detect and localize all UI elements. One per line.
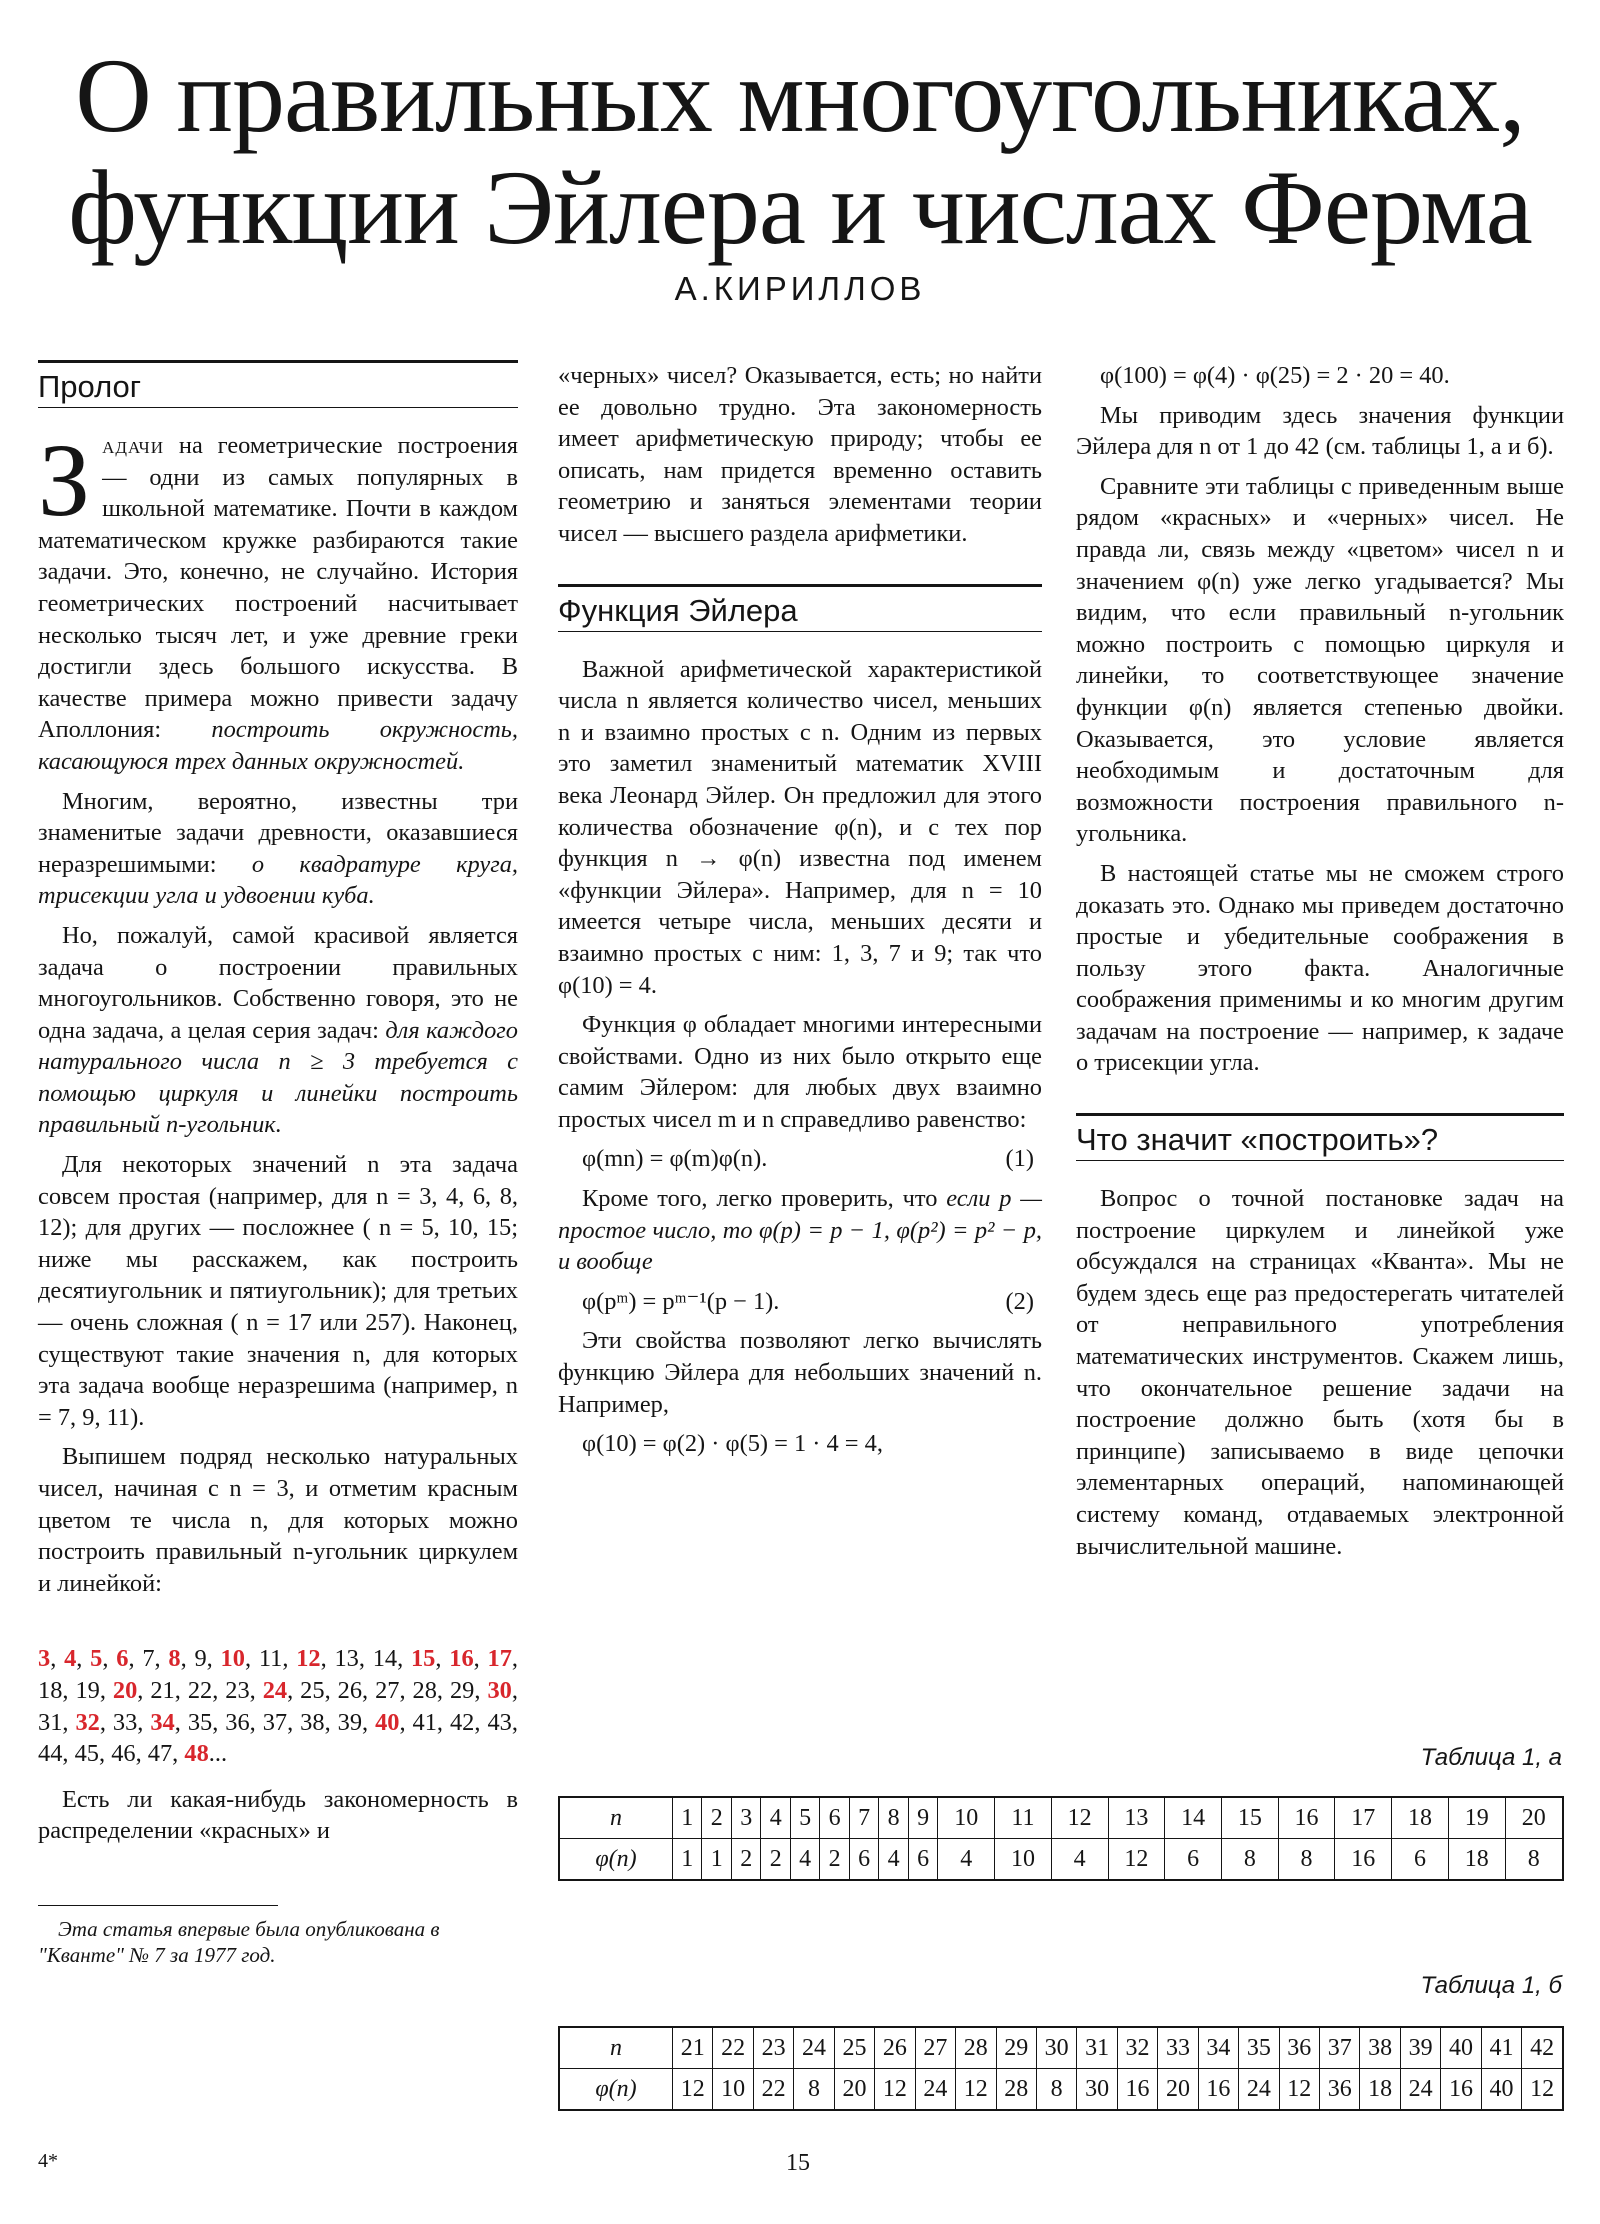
paragraph-question: Есть ли какая-нибудь закономерность в распределении «красных» и <box>38 1785 518 1845</box>
table-a-header-phi: φ(n) <box>559 1839 673 1881</box>
table-cell-phi: 12 <box>1279 2069 1319 2111</box>
table-cell-n: 25 <box>834 2027 874 2069</box>
number-item: 13 <box>334 1645 359 1673</box>
table-cell-n: 15 <box>1221 1797 1278 1839</box>
table-a-row-phi <box>559 1839 1563 1881</box>
table-cell-n: 34 <box>1198 2027 1238 2069</box>
table-cell-phi: 12 <box>956 2069 996 2111</box>
table-cell-phi: 8 <box>794 2069 834 2111</box>
lead-caps: адачи <box>102 432 165 459</box>
paragraph-continuation: «черных» чисел? Оказывается, есть; но найти ее довольно трудно. Эта закономерность имеет арифметическую природу; чтобы ее описать, нам придется временно оставить геометрию и заняться элементами теории чисел — высшего раздела арифметики. <box>558 362 1042 547</box>
number-item: 14 <box>372 1645 398 1673</box>
table-cell-phi: 16 <box>1198 2069 1238 2111</box>
table-cell-n: 8 <box>879 1797 908 1839</box>
polygons-statement: для каждого натурального числа n ≥ 3 требуется с помощью циркуля и линейки построить правильный n-угольник. <box>38 1016 519 1139</box>
classic-problems-text: Многим, вероятно, известны три знаменитые задачи древности, оказавшиеся неразрешимыми: <box>38 787 518 878</box>
paragraph-multiplicative: Функция φ обладает многими интересными свойствами. Одно из них было открыто еще самим Эйлером: для любых двух взаимно простых чисел m и n справедливо равенство: <box>558 1011 1042 1133</box>
column-3 <box>1076 360 1564 1570</box>
table-cell-phi: 6 <box>908 1839 937 1881</box>
number-item: 16 <box>449 1645 474 1673</box>
table-cell-phi: 36 <box>1320 2069 1360 2111</box>
table-cell-phi: 1 <box>702 1839 731 1881</box>
table-cell-n: 4 <box>761 1797 790 1839</box>
number-item: 6 <box>116 1645 129 1673</box>
formula-1 <box>558 1143 1042 1175</box>
table-cell-phi: 16 <box>1441 2069 1481 2111</box>
paragraph-proof-note: В настоящей статье мы не сможем строго доказать это. Однако мы приведем достаточно простые и убедительные соображения в пользу этого факта. Аналогичные соображения применимы и ко многим другим задачам на построение — например, к задаче о трисекции угла. <box>1076 859 1564 1077</box>
table-cell-n: 41 <box>1481 2027 1521 2069</box>
table-cell-n: 21 <box>673 2027 713 2069</box>
table-cell-n: 42 <box>1522 2027 1563 2069</box>
number-item: 9 <box>194 1645 207 1673</box>
red-black-number-list: 3, 4, 5, 6, 7, 8, 9, 10, 11, 12, 13, 14, 15, 16, 17, 18, 19, 20, 21, 22, 23, 24, 25, 26, 27, 28, 29, 30, 31, 32, 33, 34, 35, 36, 37, 38, 39, 40, 41, 42, 43, 44, 45, 46, 47, 48... <box>38 1645 519 1768</box>
formula-1-number: (1) <box>1005 1145 1034 1173</box>
table-cell-phi: 2 <box>761 1839 790 1881</box>
table-cell-phi: 4 <box>790 1839 819 1881</box>
table-cell-n: 22 <box>713 2027 753 2069</box>
number-item: 7 <box>142 1645 155 1673</box>
table-cell-n: 6 <box>820 1797 849 1839</box>
table-cell-phi: 10 <box>995 1839 1052 1881</box>
formula-1-text: φ(mn) = φ(m)φ(n). <box>582 1145 768 1173</box>
number-item: 42 <box>449 1708 475 1736</box>
paragraph-compare: Сравните эти таблицы с приведенным выше рядом «красных» и «черных» чисел. Не правда ли, связь между «цветом» чисел n и значением φ(n) уже легко угадывается? Мы видим, что если правильный n-угольник можно построить с помощью циркуля и линейки, то соответствующее значение функции φ(n) является степенью двойки. Оказывается, это условие является необходимым и достаточным для возможности построения правильного n-угольника. <box>1076 472 1564 848</box>
author-byline: А.КИРИЛЛОВ <box>674 270 926 307</box>
table-cell-phi: 16 <box>1117 2069 1157 2111</box>
number-item: 28 <box>412 1676 437 1704</box>
column-1 <box>38 360 518 1968</box>
number-item: 24 <box>262 1676 288 1704</box>
number-item: 27 <box>375 1676 400 1704</box>
apollonius-problem: построить окружность, касающуюся трех данных окружностей. <box>38 716 519 775</box>
number-item: 30 <box>487 1676 512 1704</box>
number-item: 5 <box>90 1645 103 1673</box>
number-item: 4 <box>64 1645 77 1673</box>
table-cell-n: 24 <box>794 2027 834 2069</box>
table-cell-phi: 4 <box>938 1839 995 1881</box>
table-cell-phi: 8 <box>1505 1839 1563 1881</box>
paragraph-number-intro: Выпишем подряд несколько натуральных чисел, начиная с n = 3, и отметим красным цветом те числа n, для которых можно построить правильный n-угольник циркулем и линейкой: <box>38 1443 518 1597</box>
number-item: 46 <box>111 1740 136 1768</box>
number-item: 21 <box>150 1676 175 1704</box>
table-cell-phi: 4 <box>1051 1839 1108 1881</box>
table-cell-phi: 8 <box>1278 1839 1335 1881</box>
title-line-2: функции Эйлера и числах Ферма <box>68 149 1532 266</box>
number-item: 33 <box>112 1708 138 1736</box>
number-item: 17 <box>487 1645 512 1673</box>
paragraph-prime <box>558 1183 1042 1278</box>
prime-italic: если p — простое число, то <box>558 1185 1042 1244</box>
table-cell-n: 16 <box>1278 1797 1335 1839</box>
number-item: 8 <box>168 1645 181 1673</box>
table-cell-phi: 30 <box>1077 2069 1117 2111</box>
polygons-text: Но, пожалуй, самой красивой является задача о построении правильных многоугольников. Собственно говоря, это не одна задача, а целая серия задач: <box>38 921 518 1044</box>
table-cell-phi: 16 <box>1335 1839 1392 1881</box>
classic-problems-list: о квадратуре круга, трисекции угла и удвоении куба. <box>38 850 519 910</box>
paragraph-properties: Эти свойства позволяют легко вычислять функцию Эйлера для небольших значений n. Например, <box>558 1327 1042 1418</box>
table-cell-phi: 18 <box>1448 1839 1505 1881</box>
number-item: 43 <box>487 1708 512 1736</box>
table-cell-n: 35 <box>1239 2027 1279 2069</box>
number-item: 11 <box>258 1645 283 1673</box>
number-item: 38 <box>300 1708 325 1736</box>
number-item: 12 <box>296 1645 321 1673</box>
paragraph-classic-problems <box>38 786 518 912</box>
table-cell-phi: 4 <box>879 1839 908 1881</box>
footnote-rule <box>38 1905 278 1906</box>
number-item: 37 <box>262 1708 288 1736</box>
section-heading-construct: Что значит «построить»? <box>1076 1113 1564 1161</box>
number-item: 34 <box>150 1708 175 1736</box>
prime-text: Кроме того, легко проверить, что <box>582 1185 947 1213</box>
number-item: 22 <box>187 1676 213 1704</box>
table-cell-n: 28 <box>956 2027 996 2069</box>
table-cell-n: 27 <box>915 2027 955 2069</box>
table-cell-n: 31 <box>1077 2027 1117 2069</box>
number-item: 3 <box>38 1645 51 1673</box>
number-item: 40 <box>375 1708 400 1736</box>
table-a <box>558 1796 1564 1881</box>
table-cell-phi: 24 <box>1400 2069 1440 2111</box>
title-line-1: О правильных многоугольниках, <box>75 37 1525 154</box>
number-item: 26 <box>337 1676 363 1704</box>
table-cell-n: 17 <box>1335 1797 1392 1839</box>
table-cell-n: 20 <box>1505 1797 1563 1839</box>
table-b-row-phi <box>559 2069 1563 2111</box>
table-cell-n: 30 <box>1036 2027 1076 2069</box>
table-b-header-phi: φ(n) <box>559 2069 673 2111</box>
table-cell-phi: 20 <box>834 2069 874 2111</box>
paragraph-euler-definition: Важной арифметической характеристикой числа n является количество чисел, меньших n и взаимно простых с n. Одним из первых это заметил знаменитый математик XVIII века Леонард Эйлер. Он предложил для этого количества обозначение φ(n), и с тех пор функция n → φ(n) известна под именем «функции Эйлера». Например, для n = 10 имеется четыре числа, меньших десяти и взаимно простых с ним: 1, 3, 7 и 9; так что φ(10) = 4. <box>558 655 1042 999</box>
table-cell-n: 1 <box>673 1797 702 1839</box>
table-cell-n: 23 <box>753 2027 793 2069</box>
formula-phi-100: φ(100) = φ(4) · φ(25) = 2 · 20 = 40. <box>1100 362 1450 389</box>
table-cell-n: 37 <box>1320 2027 1360 2069</box>
number-item: 45 <box>74 1740 99 1768</box>
table-cell-n: 40 <box>1441 2027 1481 2069</box>
number-item: 31 <box>38 1708 63 1736</box>
number-item: 47 <box>147 1740 173 1768</box>
table-cell-n: 11 <box>995 1797 1052 1839</box>
number-item: 19 <box>75 1676 100 1704</box>
table-cell-n: 7 <box>849 1797 878 1839</box>
footnote: Эта статья впервые была опубликована в "Кванте" № 7 за 1977 год. <box>38 1916 440 1967</box>
table-cell-n: 12 <box>1051 1797 1108 1839</box>
table-cell-phi: 6 <box>1165 1839 1222 1881</box>
table-cell-n: 29 <box>996 2027 1036 2069</box>
table-cell-phi: 24 <box>1239 2069 1279 2111</box>
table-cell-n: 18 <box>1392 1797 1449 1839</box>
table-a-caption: Таблица 1, а <box>1420 1744 1562 1771</box>
article-title <box>0 37 1600 266</box>
table-cell-phi: 10 <box>713 2069 753 2111</box>
table-cell-n: 33 <box>1158 2027 1198 2069</box>
table-cell-phi: 6 <box>849 1839 878 1881</box>
table-cell-phi: 8 <box>1221 1839 1278 1881</box>
table-cell-n: 26 <box>875 2027 915 2069</box>
column-2 <box>558 360 1042 1468</box>
intro-text: на геометрические построения — одни из самых популярных в школьной математике. Почти в каждом математическом кружке разбираются такие задачи. Это, конечно, не случайно. История геометрических построений насчитывает несколько тысяч лет, и уже древние греки достигли здесь большого искусства. В качестве примера можно привести задачу Аполлония: <box>38 432 518 744</box>
number-item: 32 <box>75 1708 100 1736</box>
number-item: 18 <box>38 1676 63 1704</box>
number-item: 15 <box>410 1645 436 1673</box>
formula-2-number: (2) <box>1005 1287 1034 1315</box>
table-cell-n: 36 <box>1279 2027 1319 2069</box>
table-cell-phi: 6 <box>1392 1839 1449 1881</box>
number-item: 35 <box>187 1708 213 1736</box>
table-cell-phi: 12 <box>1522 2069 1563 2111</box>
table-cell-phi: 12 <box>673 2069 713 2111</box>
table-b-header-n: n <box>559 2027 673 2069</box>
table-cell-phi: 24 <box>915 2069 955 2111</box>
number-item: 36 <box>225 1708 250 1736</box>
formula-2 <box>558 1286 1042 1318</box>
table-cell-n: 3 <box>731 1797 760 1839</box>
number-item: 20 <box>112 1676 138 1704</box>
paragraph-intro <box>38 423 519 778</box>
table-a-row-n <box>559 1797 1563 1839</box>
page-number: 15 <box>786 2150 810 2176</box>
paragraph-examples: Для некоторых значений n эта задача совсем простая (например, для n = 3, 4, 6, 8, 12); для других — посложнее ( n = 5, 10, 15; ниже мы расскажем, как построить десятиугольник и пятиугольник); для третьих — очень сложная ( n = 17 или 257). Наконец, существуют такие значения n, для которых эта задача вообще неразрешима (например, n = 7, 9, 11). <box>38 1151 518 1431</box>
table-b-row-n <box>559 2027 1563 2069</box>
table-cell-phi: 28 <box>996 2069 1036 2111</box>
prime-formula: φ(p) = p − 1, φ(p²) = p² − p, и вообще <box>558 1216 1042 1276</box>
drop-cap: З <box>38 423 91 538</box>
table-cell-phi: 12 <box>1108 1839 1165 1881</box>
section-heading-euler: Функция Эйлера <box>558 584 1042 632</box>
table-cell-phi: 12 <box>875 2069 915 2111</box>
paragraph-tables-ref: Мы приводим здесь значения функции Эйлера для n от 1 до 42 (см. таблицы 1, а и б). <box>1076 401 1564 461</box>
table-cell-n: 10 <box>938 1797 995 1839</box>
number-item: 44 <box>38 1740 63 1768</box>
formula-phi-10: φ(10) = φ(2) · φ(5) = 1 · 4 = 4, <box>582 1430 883 1458</box>
table-cell-n: 14 <box>1165 1797 1222 1839</box>
page-mark: 4* <box>38 2150 58 2172</box>
table-a-header-n: n <box>559 1797 673 1839</box>
section-heading-prologue: Пролог <box>38 360 518 408</box>
table-cell-phi: 18 <box>1360 2069 1400 2111</box>
table-cell-phi: 22 <box>753 2069 793 2111</box>
table-cell-n: 9 <box>908 1797 937 1839</box>
table-cell-phi: 8 <box>1036 2069 1076 2111</box>
table-cell-phi: 2 <box>820 1839 849 1881</box>
table-cell-n: 19 <box>1448 1797 1505 1839</box>
paragraph-construct: Вопрос о точной постановке задач на построение циркулем и линейкой уже обсуждался на страницах «Кванта». Мы не будем здесь еще раз предостерегать читателей от неправильного употребления математических инструментов. Скажем лишь, что окончательное решение задачи на построение должно быть (хотя бы в принципе) записываемо в виде цепочки элементарных операций, напоминающей систему команд, отдаваемых электронной вычислительной машине. <box>1076 1185 1564 1560</box>
number-item: 41 <box>412 1708 437 1736</box>
table-cell-n: 13 <box>1108 1797 1165 1839</box>
table-cell-n: 39 <box>1400 2027 1440 2069</box>
number-item: 48 <box>184 1740 209 1768</box>
table-cell-phi: 20 <box>1158 2069 1198 2111</box>
table-cell-n: 5 <box>790 1797 819 1839</box>
table-b <box>558 2026 1564 2111</box>
table-cell-phi: 1 <box>673 1839 702 1881</box>
table-b-caption: Таблица 1, б <box>1420 1972 1562 1999</box>
table-cell-phi: 40 <box>1481 2069 1521 2111</box>
number-item: 39 <box>337 1708 363 1736</box>
number-item: 25 <box>300 1676 325 1704</box>
number-item: 10 <box>220 1645 245 1673</box>
number-item: 23 <box>225 1676 250 1704</box>
table-cell-n: 38 <box>1360 2027 1400 2069</box>
number-item: 29 <box>449 1676 475 1704</box>
formula-2-text: φ(pᵐ) = pᵐ⁻¹(p − 1). <box>582 1287 780 1315</box>
paragraph-polygons <box>38 920 518 1141</box>
table-cell-n: 32 <box>1117 2027 1157 2069</box>
table-cell-phi: 2 <box>731 1839 760 1881</box>
table-cell-n: 2 <box>702 1797 731 1839</box>
